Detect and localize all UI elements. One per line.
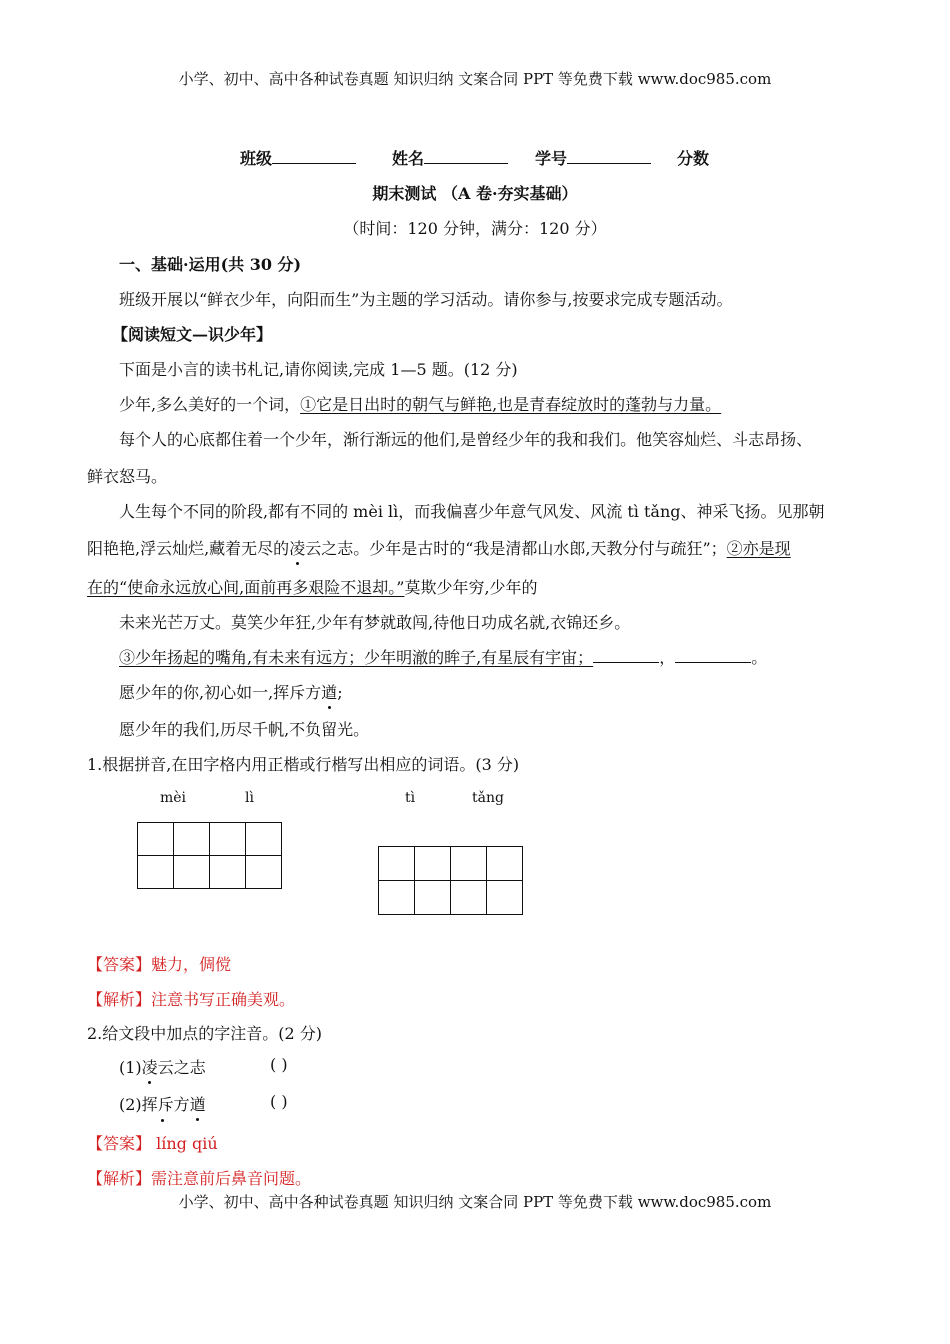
score-label: 分数 — [677, 149, 710, 168]
answer-1 — [87, 952, 231, 975]
paragraph-3-line-2 — [87, 536, 791, 559]
page-footer: 小学、初中、高中各种试卷真题 知识归纳 文案合同 PPT 等免费下载 www.doc985.com — [178, 1193, 772, 1211]
blank-answer-2[interactable] — [675, 648, 751, 663]
question-1: 1.根据拼音,在田字格内用正楷或行楷写出相应的词语。(3 分) — [87, 755, 520, 774]
pinyin-mei: mèi — [160, 790, 187, 806]
dotted-char-qiu: 遒 — [321, 683, 338, 702]
writing-grid-titang[interactable] — [378, 846, 523, 915]
grid-cell[interactable] — [174, 823, 210, 856]
underlined-sentence-2-start: ②亦是现 — [726, 539, 791, 558]
item-number: (2) — [119, 1095, 142, 1114]
class-label: 班级 — [240, 149, 273, 168]
grid-cell[interactable] — [415, 881, 451, 915]
grid-cell[interactable] — [174, 856, 210, 889]
paragraph-3-line-3 — [87, 575, 538, 598]
item-text: 云之志 — [157, 1058, 206, 1077]
pinyin-tang: tǎng — [472, 790, 504, 806]
analysis-text: 需注意前后鼻音问题。 — [151, 1169, 312, 1188]
question-2: 2.给文段中加点的字注音。(2 分) — [87, 1024, 323, 1043]
reading-sub-heading: 【阅读短文—识少年】 — [112, 325, 273, 344]
paragraph-1-lead: 少年,多么美好的一个词， — [119, 395, 301, 414]
answer-label: 【答案】 — [87, 1134, 152, 1153]
item-text: 挥斥方 — [141, 1095, 190, 1114]
answer-text: 魅力，倜傥 — [151, 955, 232, 974]
comma: ， — [659, 648, 676, 667]
grid-cell[interactable] — [379, 847, 415, 881]
name-field — [392, 146, 508, 169]
analysis-2 — [87, 1166, 311, 1189]
answer-paren-2[interactable]: ( ) — [270, 1092, 288, 1111]
paragraph-3-line-1: 人生每个不同的阶段,都有不同的 mèi lì，而我偏喜少年意气风发、风流 tì tǎng、神采飞扬。见那朝 — [119, 502, 825, 521]
grid-cell[interactable] — [379, 881, 415, 915]
paragraph-3-text-c: 莫欺少年穷,少年的 — [404, 578, 538, 597]
paragraph-6-text: 愿少年的你,初心如一,挥斥方 — [119, 683, 322, 702]
page-header: 小学、初中、高中各种试卷真题 知识归纳 文案合同 PPT 等免费下载 www.doc985.com — [178, 70, 772, 88]
question-2-item-1 — [119, 1055, 206, 1078]
pinyin-ti: tì — [405, 790, 416, 806]
period: 。 — [751, 648, 768, 667]
exam-time-note: （时间：120 分钟，满分：120 分） — [343, 219, 607, 238]
grid-cell[interactable] — [138, 823, 174, 856]
paragraph-3-text-b: 云之志。少年是古时的“我是清都山水郎,天教分付与疏狂”； — [305, 539, 727, 558]
grid-cell[interactable] — [138, 856, 174, 889]
paragraph-5 — [119, 645, 767, 668]
paragraph-2-line-2: 鲜衣怒马。 — [87, 467, 168, 486]
grid-cell[interactable] — [246, 823, 282, 856]
analysis-text: 注意书写正确美观。 — [151, 990, 296, 1009]
class-field — [240, 146, 356, 169]
underlined-sentence-3: ③少年扬起的嘴角,有未来有远方；少年明澈的眸子,有星辰有宇宙； — [119, 648, 594, 667]
paragraph-4: 未来光芒万丈。莫笑少年狂,少年有梦就敢闯,待他日功成名就,衣锦还乡。 — [119, 613, 631, 632]
grid-cell[interactable] — [487, 847, 523, 881]
paragraph-3-text-a: 阳艳艳,浮云灿烂,藏着无尽的 — [87, 539, 290, 558]
blank-answer-1[interactable] — [593, 648, 659, 663]
item-number: (1) — [119, 1058, 142, 1077]
analysis-label: 【解析】 — [87, 990, 152, 1009]
grid-cell[interactable] — [246, 856, 282, 889]
name-blank[interactable] — [424, 149, 508, 164]
class-blank[interactable] — [272, 149, 356, 164]
section-intro: 班级开展以“鲜衣少年，向阳而生”为主题的学习活动。请你参与,按要求完成专题活动。 — [119, 290, 733, 309]
paragraph-6-end: ; — [337, 683, 343, 702]
underlined-sentence-2-end: 在的“使命永远放心间,面前再多艰险不退却。” — [87, 578, 405, 597]
grid-cell[interactable] — [210, 856, 246, 889]
paragraph-1 — [119, 392, 721, 415]
student-id-label: 学号 — [535, 149, 568, 168]
analysis-label: 【解析】 — [87, 1169, 152, 1188]
dotted-char-ling: 凌 — [289, 539, 306, 558]
paragraph-2-line-1: 每个人的心底都住着一个少年，渐行渐远的他们,是曾经少年的我和我们。他笑容灿烂、斗志昂扬、 — [119, 430, 813, 449]
answer-paren-1[interactable]: ( ) — [270, 1055, 288, 1074]
student-id-blank[interactable] — [567, 149, 651, 164]
grid-cell[interactable] — [415, 847, 451, 881]
dotted-char-qiu: 遒 — [189, 1095, 206, 1114]
pinyin-li: lì — [245, 790, 254, 806]
section-heading: 一、基础·运用(共 30 分) — [119, 255, 302, 274]
question-2-item-2 — [119, 1092, 206, 1115]
grid-cell[interactable] — [210, 823, 246, 856]
answer-label: 【答案】 — [87, 955, 152, 974]
paragraph-6 — [119, 680, 343, 703]
student-id-field — [535, 146, 651, 169]
underlined-sentence-1: ①它是日出时的朝气与鲜艳,也是青春绽放时的蓬勃与力量。 — [300, 395, 722, 414]
dotted-char-ling: 凌 — [141, 1058, 158, 1077]
answer-2 — [87, 1131, 218, 1154]
writing-grid-meili[interactable] — [137, 822, 282, 889]
reading-instruction: 下面是小言的读书札记,请你阅读,完成 1—5 题。(12 分) — [119, 360, 518, 379]
grid-cell[interactable] — [487, 881, 523, 915]
paragraph-7: 愿少年的我们,历尽千帆,不负留光。 — [119, 720, 370, 739]
page-title: 期末测试 （A 卷·夯实基础） — [372, 184, 578, 203]
grid-cell[interactable] — [451, 881, 487, 915]
grid-cell[interactable] — [451, 847, 487, 881]
answer-text: líng qiú — [151, 1134, 218, 1153]
name-label: 姓名 — [392, 149, 425, 168]
analysis-1 — [87, 987, 295, 1010]
